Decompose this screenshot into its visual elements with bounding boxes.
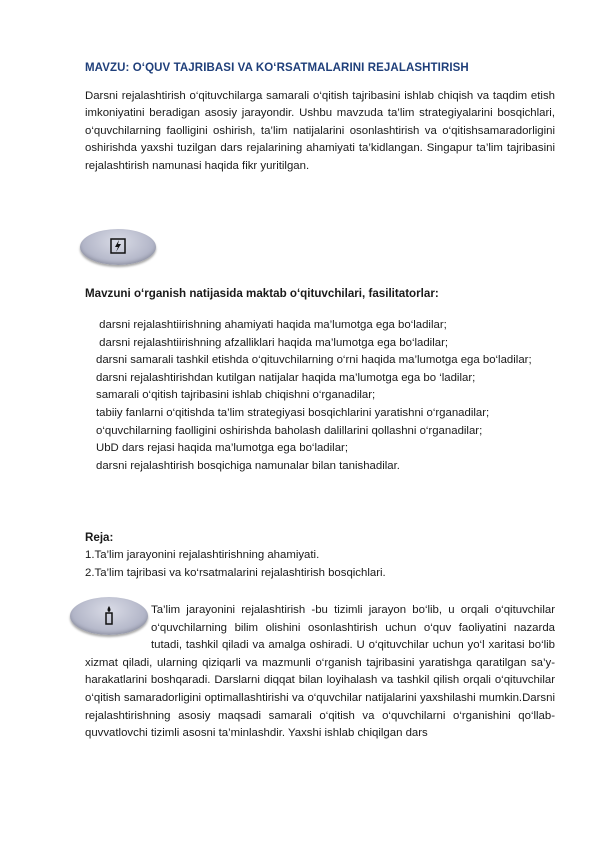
icon-spacer — [85, 602, 151, 654]
list-item: darsni samarali tashkil etishda o‘qituvchilarning o‘rni haqida ma’lumotga ega bo‘ladilar; — [96, 354, 532, 367]
intro-paragraph: Darsni rejalashtirish o‘qituvchilarga samarali o‘qitish tajribasini ishlab chiqish va taqdim etish imkoniyatini beradigan asosiy jarayondir. Ushbu mavzuda ta’lim strategiyalarini bosqichlari, o‘quvchilarning faolligini oshirish, ta’lim natijalarini osonlashtirish va o‘qitishsamaradorligini oshirishda yaxshi tuzilgan dars rejalarining ahamiyati ta’kidlangan. Singapur ta’lim tajribasini rejalashtirish namunasi haqida fikr yuritilgan. — [85, 90, 555, 172]
list-item: UbD dars rejasi haqida ma’lumotga ega bo‘ladilar; — [96, 442, 348, 455]
list-item: darsni rejalashtirish bosqichiga namunalar bilan tanishadilar. — [96, 459, 400, 472]
list-item: samarali o‘qitish tajribasini ishlab chiqishni o‘rganadilar; — [96, 389, 376, 402]
lightning-icon — [80, 237, 156, 261]
outcomes-heading: Mavzuni o‘rganish natijasida maktab o‘qituvchilari, fasilitatorlar: — [85, 287, 439, 300]
document-title: MAVZU: O‘QUV TAJRIBASI VA KO‘RSATMALARINI REJALASHTIRISH — [85, 62, 469, 74]
list-item: darsni rejalashtiirishning ahamiyati haqida ma’lumotga ega bo‘ladilar; — [99, 319, 447, 331]
list-item: 2.Ta’lim tajribasi va ko‘rsatmalarini rejalashtirish bosqichlari. — [85, 566, 386, 579]
plan-list — [85, 547, 386, 582]
list-item: o‘quvchilarning faolligini oshirishda baholash dalillarini qollashni o‘rganadilar; — [96, 424, 483, 437]
list-item: darsni rejalashtirishdan kutilgan natijalar haqida ma’lumotga ega bo ‘ladilar; — [96, 371, 476, 384]
list-item: tabiiy fanlarni o‘qitishda ta’lim strategiyasi bosqichlarini yaratishni o‘rganadilar; — [96, 406, 490, 419]
outcomes-list — [85, 317, 555, 475]
list-item: 1.Ta’lim jarayonini rejalashtirishning ahamiyati. — [85, 549, 320, 561]
plan-heading: Reja: — [85, 531, 114, 544]
section-badge — [80, 229, 156, 265]
list-item: darsni rejalashtiirishning afzalliklari haqida ma’lumotga ega bo‘ladilar; — [99, 336, 449, 349]
body-paragraph: Ta’lim jarayonini rejalashtirish -bu tizimli jarayon bo‘lib, u orqali o‘qituvchilar o‘quvchilarning bilim olishini osonlashtirish uchun o‘quv faoliyatini nazarda tutadi, tashkil qiladi va amalga oshiradi. U o‘qituvchilar uchun yo‘l xaritasi bo‘lib xizmat qiladi, ularning qiziqarli va mazmunli o‘rganish tajribasini yaratishga qaratilgan sa’y-harakatlarini boshqaradi. Darslarni diqqat bilan loyihalash va tashkil qilish orqali o‘qituvchilar o‘qitish samaradorligini optimallashtirishi va o‘quvchilar natijalarini yaxshilashi mumkin.Darsni rejalashtirishning asosiy maqsadi samarali o‘qitish va o‘quvchilarni o‘rganishini qo‘llab-quvvatlovchi tizimli asosni ta’minlashdir. Yaxshi ishlab chiqilgan dars — [85, 604, 555, 740]
